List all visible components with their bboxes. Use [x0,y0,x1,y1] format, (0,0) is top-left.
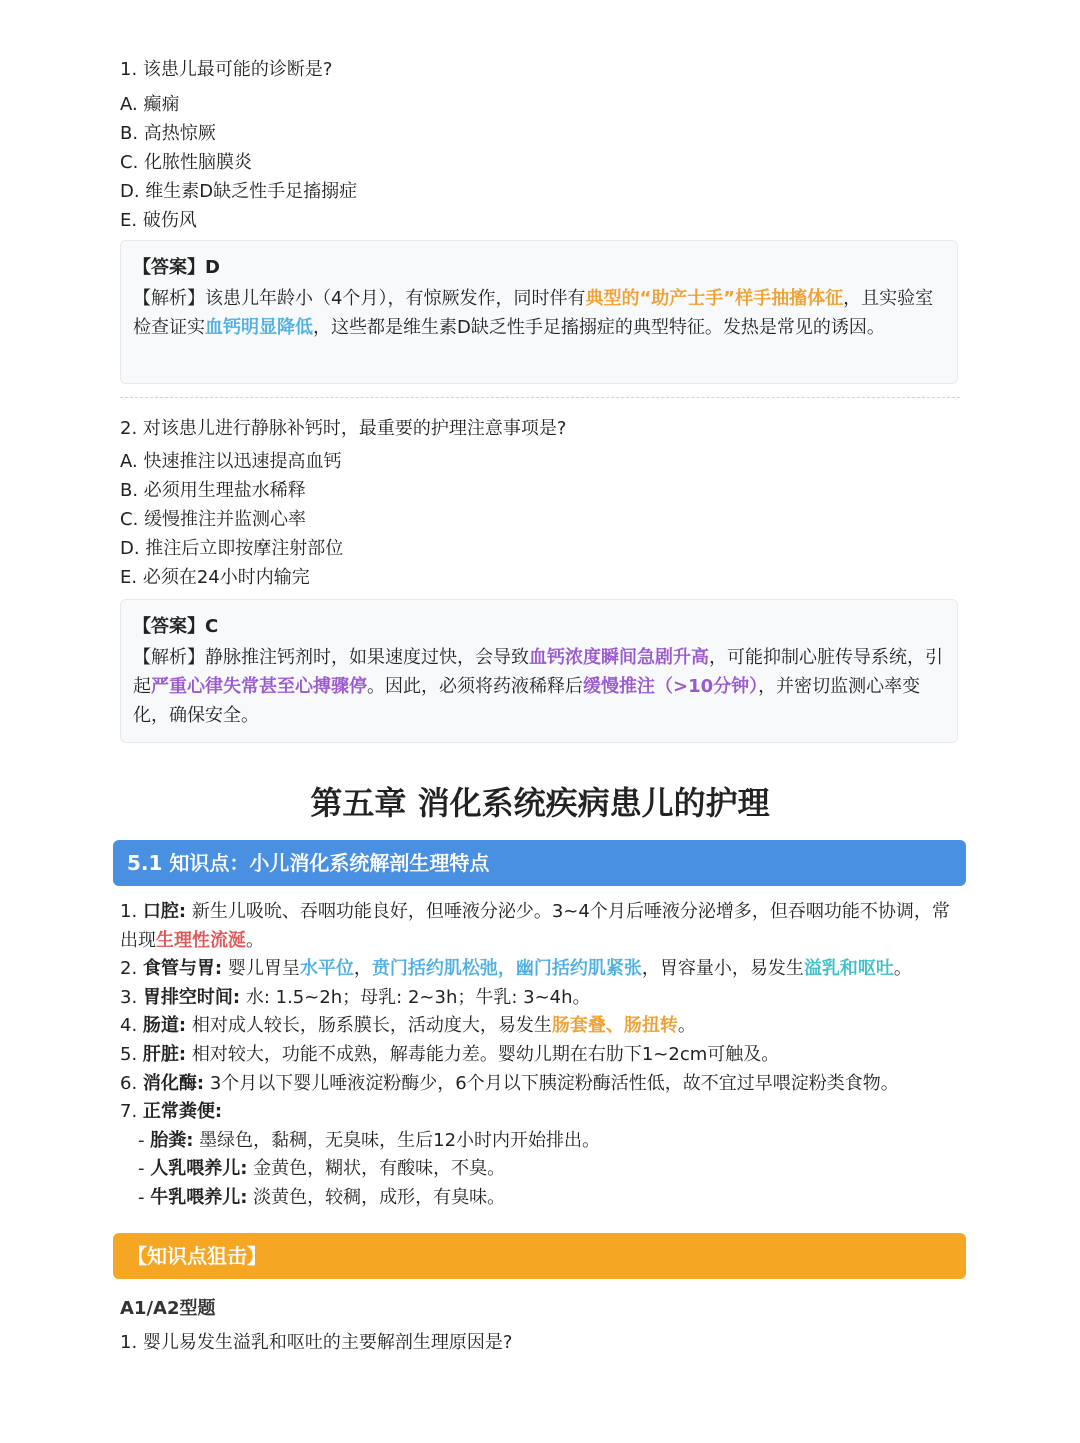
kp-item-7: 7. 正常粪便: [120,1101,223,1123]
kp-item-1-text: 新生儿吸吮、吞咽功能良好，但唾液分泌少。3~4个月后唾液分泌增多，但吞咽功能不协调，常出现 [120,901,950,951]
kp-sub-item-3: - 牛乳喂养儿: 淡黄色，较稠，成形，有臭味。 [138,1186,506,1208]
q2-exp-highlight-1: 血钙浓度瞬间急剧升高 [529,647,709,668]
kp-item-4-text: 相对成人较长，肠系膜长，活动度大，易发生 [186,1015,552,1037]
q2-option-a: A. 快速推注以迅速提高血钙 [120,451,342,472]
kp-item-4: 4. 肠道: 相对成人较长，肠系膜长，活动度大，易发生肠套叠、肠扭转。 [120,1015,696,1037]
kp-sub-item-1: - 胎粪: 墨绿色，黏稠，无臭味，生后12小时内开始排出。 [138,1129,601,1151]
kp-item-1-end: 。 [246,929,264,951]
question-1-text: 1. 该患儿最可能的诊断是? [120,59,333,80]
question-1 [120,56,960,235]
kp-item-4-highlight: 肠套叠、肠扭转 [551,1015,678,1037]
sniper-question-1: 1. 婴儿易发生溢乳和呕吐的主要解剖生理原因是? [120,1332,513,1353]
q1-option-e: E. 破伤风 [120,210,197,231]
kp-item-1: 1. 口腔: 新生儿吸吮、吞咽功能良好，但唾液分泌少。3~4个月后唾液分泌增多，但吞咽功能不协调，常出现生理性流涎。 [120,901,950,951]
kp-item-3-text: 水: 1.5~2h；母乳: 2~3h；牛乳: 3~4h。 [240,986,591,1008]
q2-exp-highlight-3: 缓慢推注（>10分钟） [583,676,759,697]
kp-item-2-text-2: ， [353,958,372,980]
kp-sub-item-3-label: 牛乳喂养儿: [150,1186,248,1208]
q2-exp-text-4: ，并密切监测心率变化，确保安全。 [133,676,921,726]
question-2 [120,415,960,592]
kp-item-1-label: 口腔: [142,901,187,922]
kp-item-6-text: 3个月以下婴儿唾液淀粉酶少，6个月以下胰淀粉酶活性低，故不宜过早喂淀粉类食物。 [204,1072,899,1094]
kp-sub-item-2: - 人乳喂养儿: 金黄色，糊状，有酸味，不臭。 [138,1158,506,1180]
q1-option-b: B. 高热惊厥 [120,123,216,144]
q2-exp-highlight-2: 严重心律失常甚至心搏骤停 [151,676,367,697]
q2-option-c: C. 缓慢推注并监测心率 [120,509,307,530]
q2-exp-text-3: 。因此，必须将药液稀释后 [367,676,583,697]
kp-item-2-text: 婴儿胃呈 [222,958,300,980]
kp-item-2-label: 食管与胃: [142,958,223,980]
q1-option-c: C. 化脓性脑膜炎 [120,152,253,173]
q1-option-a: A. 癫痫 [120,94,180,115]
kp-sub-item-1-text: 墨绿色，黏稠，无臭味，生后12小时内开始排出。 [193,1129,601,1151]
q1-exp-text-2: ，且实验室检查证实 [133,288,934,338]
kp-item-5-label: 肝脏: [142,1043,187,1065]
kp-sub-item-2-label: 人乳喂养儿: [150,1158,248,1180]
q1-answer-box [120,240,958,384]
kp-sub-item-1-label: 胎粪: [150,1129,194,1151]
q2-option-e: E. 必须在24小时内输完 [120,567,310,588]
kp-item-3: 3. 胃排空时间: 水: 1.5~2h；母乳: 2~3h；牛乳: 3~4h。 [120,986,591,1008]
kp-item-3-label: 胃排空时间: [142,986,241,1008]
kp-item-2: 2. 食管与胃: 婴儿胃呈水平位，贲门括约肌松弛，幽门括约肌紧张，胃容量小，易发生溢乳和呕吐。 [120,958,912,980]
kp-item-6-label: 消化酶: [142,1072,205,1094]
q2-answer-box [120,599,958,743]
kp-item-2-text-3: ，胃容量小，易发生 [641,958,804,980]
kp-item-2-end: 。 [893,958,912,980]
kp-item-7-label: 正常粪便: [142,1101,223,1123]
kp-item-5: 5. 肝脏: 相对较大，功能不成熟，解毒能力差。婴幼儿期在右肋下1~2cm可触及。 [120,1043,780,1065]
q1-exp-highlight-1: 典型的“助产士手”样手抽搐体征 [585,288,844,309]
kp-item-2-highlight-1: 水平位 [299,958,354,980]
q2-answer: 【答案】C [133,616,219,637]
knowledge-points [120,898,960,1213]
q1-option-d: D. 维生素D缺乏性手足搐搦症 [120,181,358,202]
q1-answer: 【答案】D [133,257,220,278]
q2-option-b: B. 必须用生理盐水稀释 [120,480,306,501]
question-type-label: A1/A2型题 [120,1298,216,1319]
question-2-text: 2. 对该患儿进行静脉补钙时，最重要的护理注意事项是? [120,418,567,439]
q1-exp-text-3: ，这些都是维生素D缺乏性手足搐搦症的典型特征。发热是常见的诱因。 [313,317,885,338]
kp-item-4-end: 。 [677,1015,696,1037]
kp-item-1-highlight: 生理性流涎 [156,929,246,951]
sniper-header: 【知识点狙击】 [113,1233,966,1279]
q2-explanation [133,643,945,730]
q1-exp-text: 【解析】该患儿年龄小（4个月），有惊厥发作，同时伴有 [133,288,586,309]
kp-sub-item-2-text: 金黄色，糊状，有酸味，不臭。 [247,1158,506,1180]
kp-item-2-highlight-2: 贲门括约肌松弛，幽门括约肌紧张 [371,958,642,980]
divider [120,397,960,398]
kp-item-5-text: 相对较大，功能不成熟，解毒能力差。婴幼儿期在右肋下1~2cm可触及。 [186,1043,780,1065]
q1-explanation [133,284,945,342]
kp-item-6: 6. 消化酶: 3个月以下婴儿唾液淀粉酶少，6个月以下胰淀粉酶活性低，故不宜过早喂淀粉类食物。 [120,1072,899,1094]
kp-sub-item-3-text: 淡黄色，较稠，成形，有臭味。 [247,1186,506,1208]
q2-exp-text: 【解析】静脉推注钙剂时，如果速度过快，会导致 [133,647,529,668]
q2-exp-text-2: ，可能抑制心脏传导系统，引起 [133,647,943,697]
q1-exp-highlight-2: 血钙明显降低 [205,317,313,338]
kp-item-4-label: 肠道: [142,1015,187,1037]
chapter-title: 第五章 消化系统疾病患儿的护理 [310,784,770,822]
kp-item-2-highlight-3: 溢乳和呕吐 [803,958,894,980]
section-header: 5.1 知识点：小儿消化系统解剖生理特点 [113,840,966,886]
q2-option-d: D. 推注后立即按摩注射部位 [120,538,344,559]
